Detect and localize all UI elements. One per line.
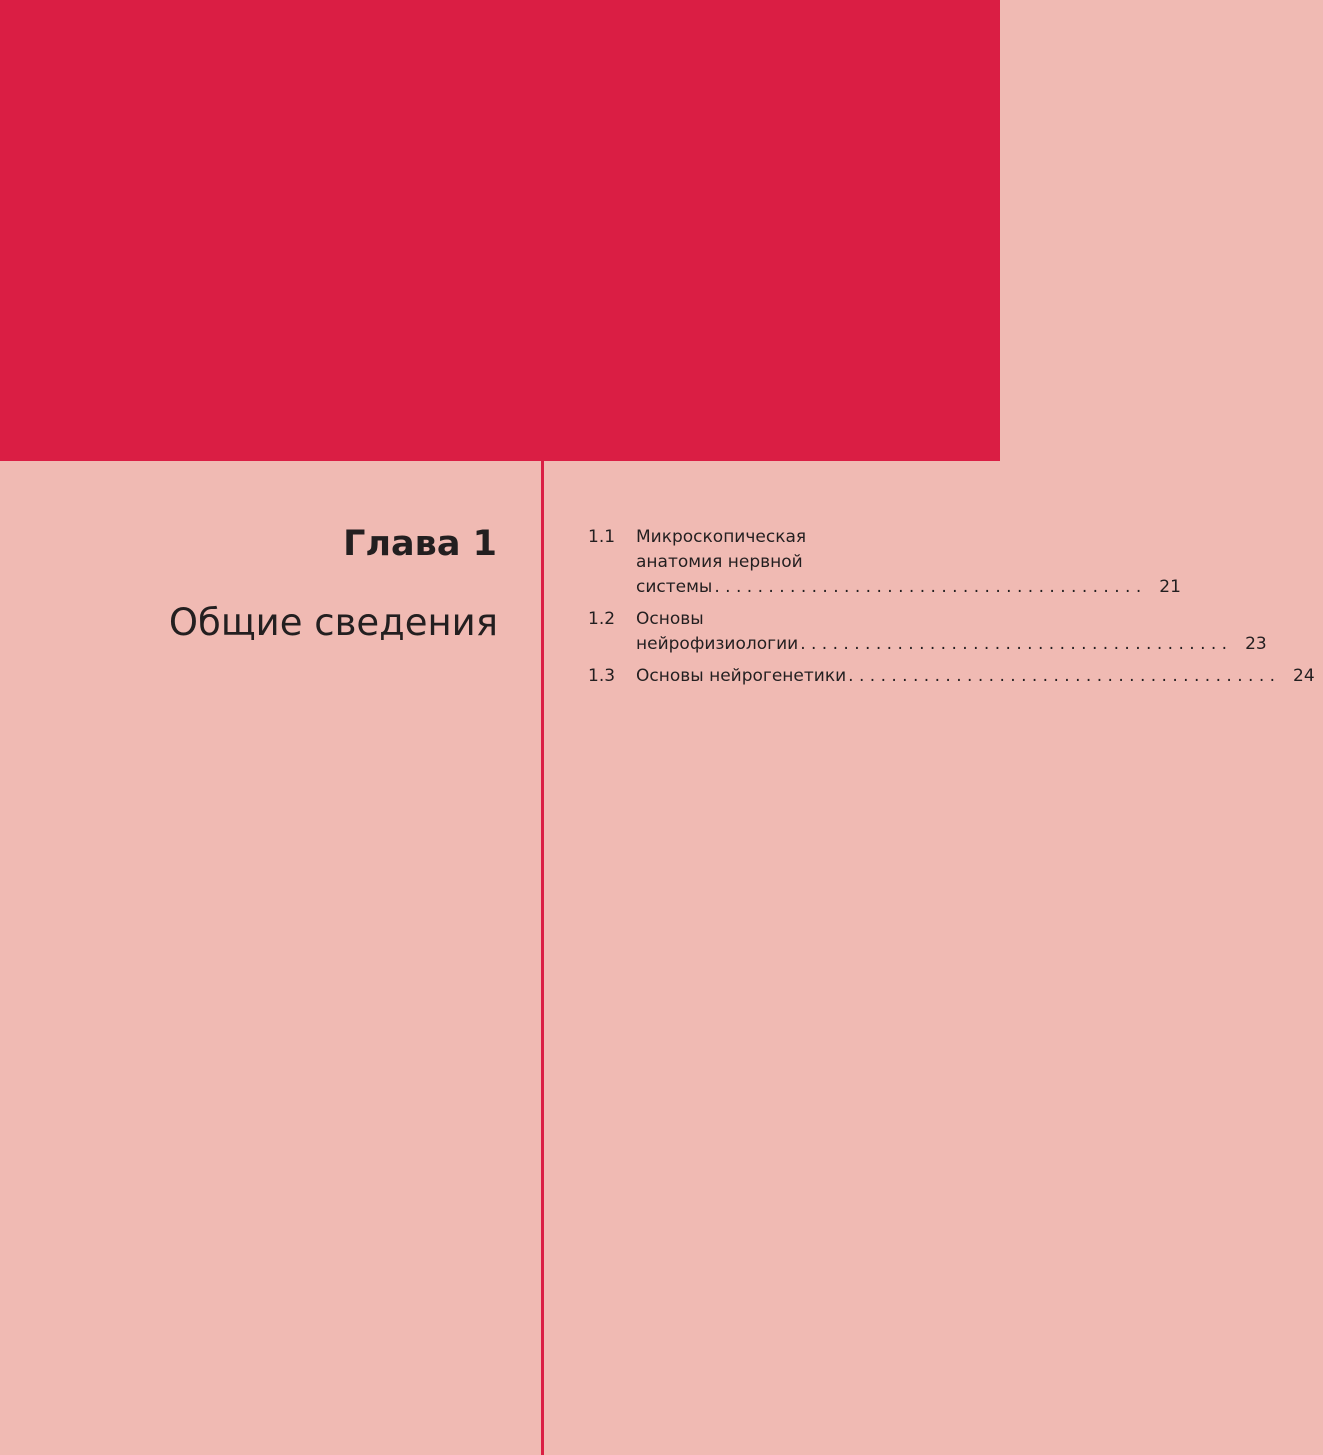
toc-entry-title-end: Основы нейрогенетики xyxy=(636,666,847,686)
toc-entry-body xyxy=(636,664,1323,689)
toc-entry-body xyxy=(636,607,1275,657)
toc-entry-number: 1.3 xyxy=(588,666,616,686)
toc-entry-last-line xyxy=(636,632,1275,657)
chapter-label: Глава 1 xyxy=(343,524,497,564)
toc-entry-line: Микроскопическая xyxy=(636,527,807,547)
toc-entry-line: Основы xyxy=(636,609,704,629)
header-band xyxy=(0,0,1000,461)
toc-entry-number: 1.2 xyxy=(588,609,616,629)
toc-entry-page: 21 xyxy=(1159,577,1181,597)
toc-entry-title-end: нейрофизиологии xyxy=(636,634,799,654)
dot-leader xyxy=(714,575,1141,600)
chapter-title: Общие сведения xyxy=(168,601,498,644)
toc-entry-number: 1.1 xyxy=(588,527,616,547)
toc-entry-page: 24 xyxy=(1293,666,1315,686)
vertical-divider xyxy=(541,461,544,1455)
dot-leader xyxy=(800,632,1227,657)
toc-entry[interactable] xyxy=(588,525,1181,600)
toc-entry[interactable] xyxy=(588,664,1315,689)
toc-entry-last-line xyxy=(636,575,1189,600)
toc-entry[interactable] xyxy=(588,607,1267,657)
toc-entry-line: анатомия нервной xyxy=(636,552,803,572)
toc-entry-title-end: системы xyxy=(636,577,713,597)
toc-entry-last-line xyxy=(636,664,1323,689)
toc-entry-body xyxy=(636,525,1189,600)
dot-leader xyxy=(848,664,1275,689)
toc-entry-page: 23 xyxy=(1245,634,1267,654)
table-of-contents xyxy=(588,525,1315,696)
